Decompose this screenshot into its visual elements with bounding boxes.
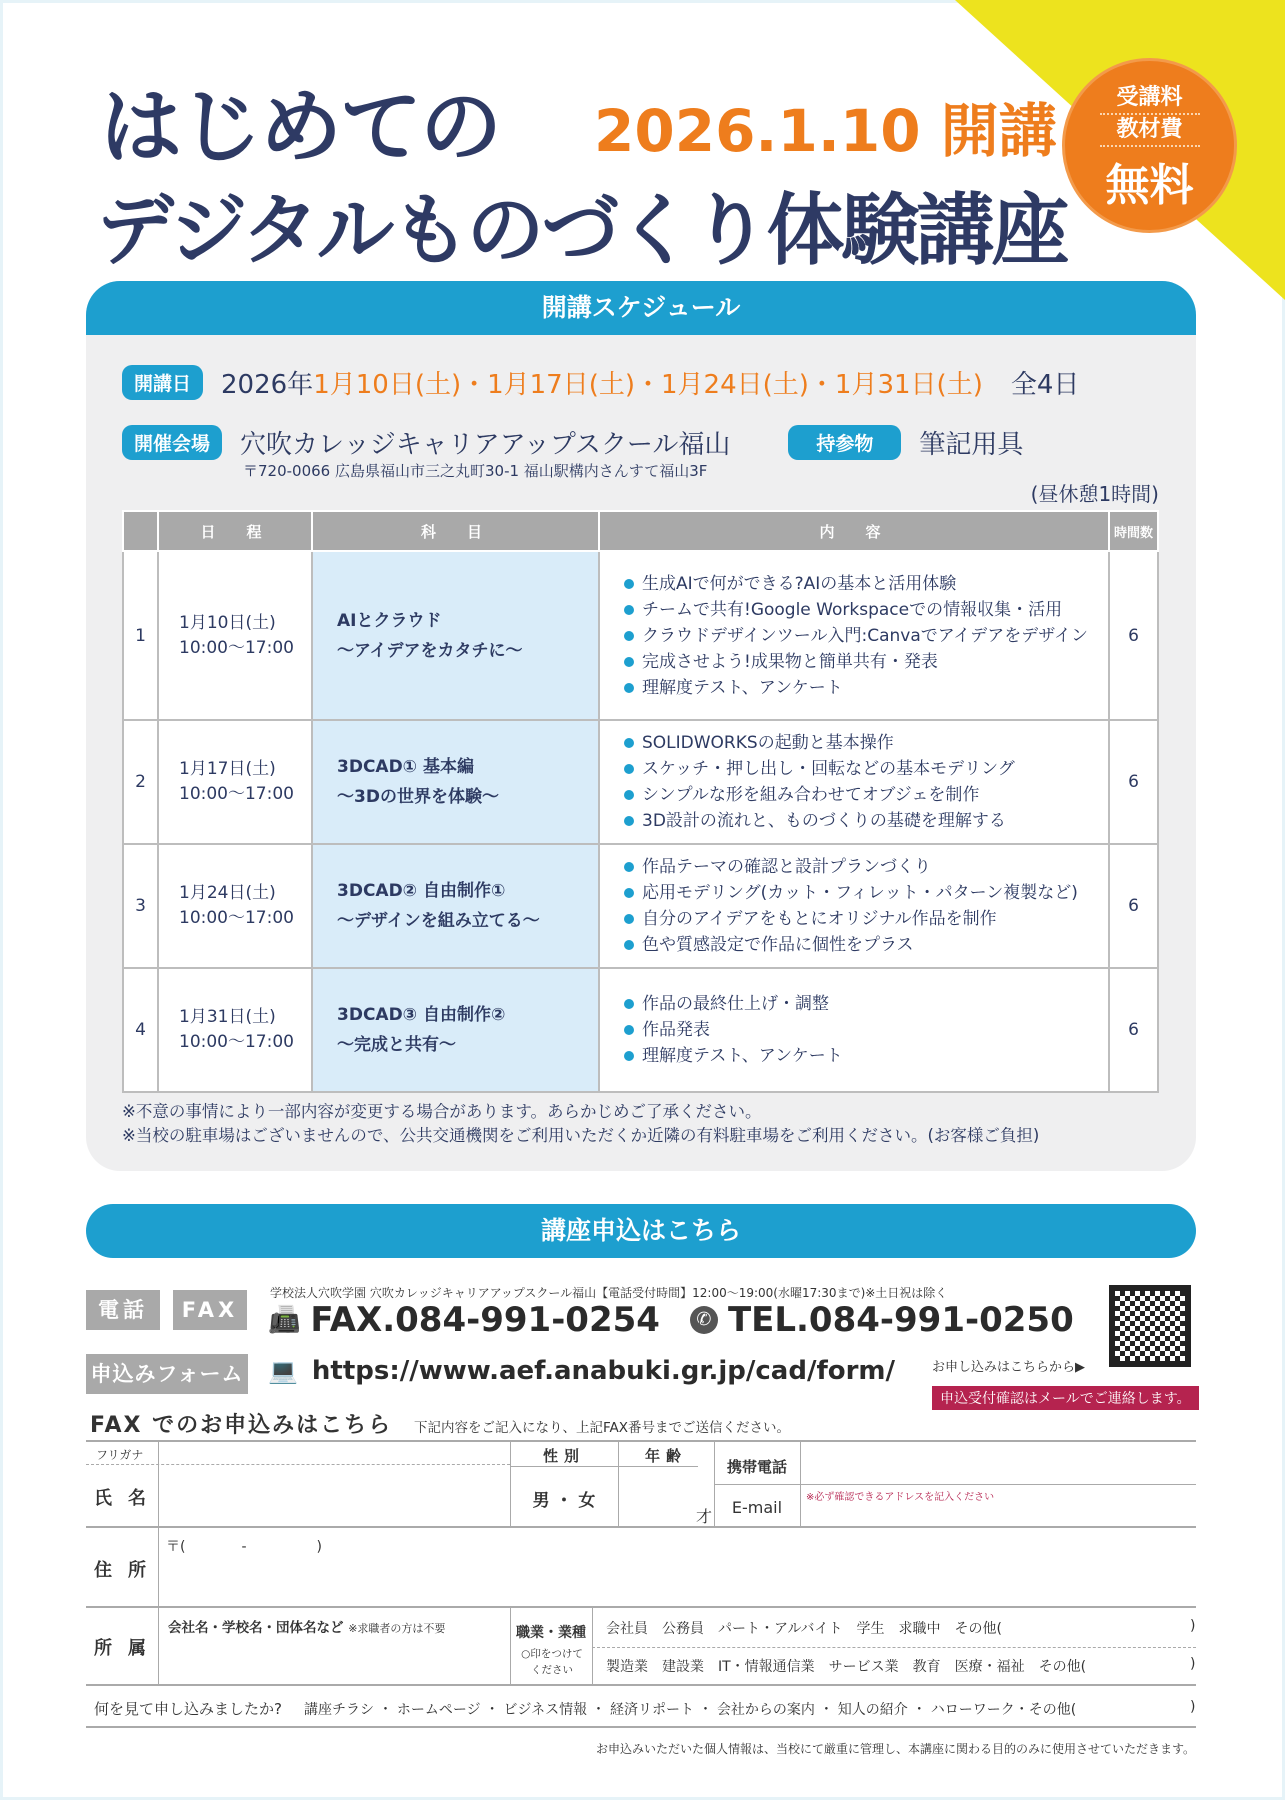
date-cell	[158, 551, 312, 720]
furigana-label: フリガナ	[96, 1448, 144, 1462]
hours: 6	[1109, 844, 1158, 968]
schedule-row	[123, 844, 1158, 968]
tel-number[interactable]: TEL.084-991-0250	[727, 1300, 1074, 1340]
content-cell	[599, 720, 1109, 844]
privacy-note: お申込みいただいた個人情報は、当校にて厳重に管理し、本講座に関わる目的のみに使用させていただきます。	[595, 1742, 1195, 1756]
time: 10:00〜17:00	[179, 908, 294, 928]
source-options[interactable]: 講座チラシ ・ ホームページ ・ ビジネス情報 ・ 経済リポート ・ 会社からの案内 ・ 知人の紹介 ・ ハローワーク・その他(	[304, 1702, 1077, 1718]
affiliation-hint	[168, 1616, 445, 1636]
content-item: クラウドデザインツール入門:Canvaでアイデアをデザイン	[624, 623, 1108, 649]
bring: 筆記用具	[919, 430, 1024, 460]
subject-title: AIとクラウド	[337, 610, 442, 631]
tel-label: 電話	[86, 1290, 160, 1330]
source-question: 何を見て申し込みましたか?	[94, 1700, 282, 1718]
form-url[interactable]: https://www.aef.anabuki.gr.jp/cad/form/	[311, 1356, 896, 1386]
job-options-2[interactable]: 製造業 建設業 IT・情報通信業 サービス業 教育 医療・福祉 その他(	[606, 1659, 1087, 1675]
email-label: E-mail	[731, 1498, 783, 1517]
phone-icon: ✆	[690, 1306, 718, 1334]
content-item: 理解度テスト、アンケート	[624, 1043, 1108, 1069]
note: ※当校の駐車場はございませんので、公共交通機関をご利用いただくか近隣の有料駐車場をご利用ください。(お客様ご負担)	[122, 1126, 1040, 1145]
schedule-table	[122, 510, 1159, 1093]
age-label: 年齢	[644, 1447, 687, 1465]
content-item: チームで共有!Google Workspaceでの情報収集・活用	[624, 597, 1108, 623]
dates: 1月10日(土)・1月17日(土)・1月24日(土)・1月31日(土)	[313, 370, 983, 400]
date: 1月31日(土)	[179, 1007, 276, 1027]
content-item: 作品テーマの確認と設計プランづくり	[624, 854, 1108, 880]
subject-cell	[312, 551, 599, 720]
row-number: 2	[123, 720, 158, 844]
apply-header-bar: 講座申込はこちら	[86, 1204, 1196, 1258]
job-options-1[interactable]: 会社員 公務員 パート・アルバイト 学生 求職中 その他(	[606, 1621, 1002, 1637]
col-no	[123, 511, 158, 551]
subject-subtitle: 〜デザインを組み立てる〜	[337, 911, 540, 931]
venue-label: 開催会場	[122, 425, 222, 460]
schedule-notes	[122, 1100, 1039, 1148]
fax-form-heading: FAX でのお申込みはこちら	[90, 1413, 393, 1438]
age-unit: 才	[696, 1507, 713, 1526]
badge-line3: 無料	[1105, 160, 1194, 211]
subject-cell	[312, 720, 599, 844]
content-item: 作品発表	[624, 1017, 1108, 1043]
subject-title: 3DCAD③ 自由制作②	[337, 1005, 506, 1025]
mobile-label: 携帯電話	[726, 1458, 787, 1476]
date: 1月24日(土)	[179, 883, 276, 903]
name-input[interactable]	[166, 1466, 506, 1524]
age-input[interactable]	[618, 1470, 708, 1526]
note: ※不意の事情により一部内容が変更する場合があります。あらかじめご了承ください。	[122, 1102, 762, 1121]
hours: 6	[1109, 968, 1158, 1092]
subject-subtitle: 〜3Dの世界を体験〜	[337, 787, 499, 807]
gender-options[interactable]: 男 ・ 女	[532, 1491, 596, 1511]
row-number: 4	[123, 968, 158, 1092]
bring-label: 持参物	[788, 425, 901, 460]
subject-subtitle: 〜完成と共有〜	[337, 1035, 456, 1055]
form-label: 申込みフォーム	[86, 1354, 248, 1394]
dates-row	[122, 364, 1079, 401]
subject-cell	[312, 844, 599, 968]
content-item: 自分のアイデアをもとにオリジナル作品を制作	[624, 906, 1108, 932]
schedule-row	[123, 720, 1158, 844]
fax-form	[86, 1440, 1196, 1728]
venue-row	[122, 424, 1023, 461]
fax-number[interactable]: FAX.084-991-0254	[310, 1300, 660, 1340]
affiliation-hint-text: 会社名・学校名・団体名など	[168, 1620, 344, 1636]
date: 1月17日(土)	[179, 759, 276, 779]
job-note: ○印をつけてください	[521, 1648, 583, 1676]
content-item: 応用モデリング(カット・フィレット・パターン複製など)	[624, 880, 1108, 906]
date-cell	[158, 844, 312, 968]
title-line1: はじめての	[100, 80, 501, 175]
affiliation-note: ※求職者の方は不要	[348, 1622, 446, 1635]
dates-label: 開講日	[122, 365, 203, 400]
address-input[interactable]	[166, 1558, 1186, 1604]
date-cell	[158, 968, 312, 1092]
hours: 6	[1109, 720, 1158, 844]
content-item: SOLIDWORKSの起動と基本操作	[624, 730, 1108, 756]
furigana-input[interactable]	[158, 1442, 510, 1464]
paren: )	[1190, 1699, 1196, 1715]
job-label: 職業・業種	[516, 1625, 586, 1641]
title-line2: デジタルものづくり体験講座	[96, 186, 1067, 276]
schedule-row	[123, 551, 1158, 720]
content-item: 3D設計の流れと、ものづくりの基礎を理解する	[624, 808, 1108, 834]
lunch-note: (昼休憩1時間)	[1030, 482, 1159, 506]
name-label: 氏名	[94, 1488, 162, 1509]
content-item: シンプルな形を組み合わせてオブジェを制作	[624, 782, 1108, 808]
date-cell	[158, 720, 312, 844]
time: 10:00〜17:00	[179, 1032, 294, 1052]
col-date: 日 程	[158, 511, 312, 551]
fax-form-sub: 下記内容をご記入になり、上記FAX番号までご送信ください。	[414, 1420, 791, 1436]
badge-line1: 受講料	[1116, 85, 1183, 110]
schedule-row	[123, 968, 1158, 1092]
col-hours: 時間数	[1109, 511, 1158, 551]
time: 10:00〜17:00	[179, 784, 294, 804]
content-cell	[599, 844, 1109, 968]
content-item: スケッチ・押し出し・回転などの基本モデリング	[624, 756, 1108, 782]
subject-cell	[312, 968, 599, 1092]
mobile-input[interactable]	[806, 1444, 1191, 1482]
hours: 6	[1109, 551, 1158, 720]
affiliation-label: 所属	[94, 1638, 162, 1659]
contact-info: 学校法人穴吹学園 穴吹カレッジキャリアアップスクール福山【電話受付時間】12:00〜19:00(水曜17:30まで)※土日祝は除く	[270, 1286, 948, 1300]
content-item: 作品の最終仕上げ・調整	[624, 991, 1108, 1017]
free-badge	[1062, 58, 1237, 233]
col-content: 内 容	[599, 511, 1109, 551]
paren: )	[1190, 1618, 1196, 1634]
gender-label: 性別	[542, 1447, 585, 1465]
fax-label: FAX	[173, 1290, 247, 1330]
venue-address: 〒720-0066 広島県福山市三之丸町30-1 福山駅構内さんすて福山3F	[243, 462, 708, 480]
time: 10:00〜17:00	[179, 637, 294, 658]
subject-title: 3DCAD① 基本編	[337, 757, 474, 777]
affiliation-input[interactable]	[166, 1638, 506, 1682]
contact-numbers	[268, 1300, 1074, 1340]
schedule-header-bar: 開講スケジュール	[86, 281, 1196, 335]
form-url-row	[268, 1356, 895, 1386]
row-number: 3	[123, 844, 158, 968]
confirm-notice: 申込受付確認はメールでご連絡します。	[932, 1386, 1199, 1410]
address-label: 住所	[94, 1560, 162, 1581]
subject-title: 3DCAD② 自由制作①	[337, 881, 506, 901]
venue: 穴吹カレッジキャリアアップスクール福山	[240, 430, 731, 460]
email-note: ※必ず確認できるアドレスを記入ください	[806, 1492, 995, 1503]
content-item: 完成させよう!成果物と簡単共有・発表	[624, 649, 1108, 675]
start-date: 2026.1.10 開講	[594, 97, 1057, 165]
total-days: 全4日	[1010, 370, 1080, 400]
laptop-icon: 💻	[268, 1357, 298, 1385]
subject-subtitle: 〜アイデアをカタチに〜	[337, 640, 523, 661]
qr-code[interactable]	[1109, 1285, 1191, 1367]
content-item: 生成AIで何ができる?AIの基本と活用体験	[624, 571, 1108, 597]
badge-line2: 教材費	[1116, 117, 1183, 142]
year: 2026年	[221, 370, 314, 400]
content-cell	[599, 551, 1109, 720]
qr-label: お申し込みはこちらから▶	[932, 1360, 1085, 1375]
date: 1月10日(土)	[179, 612, 276, 633]
content-item: 色や質感設定で作品に個性をプラス	[624, 932, 1108, 958]
postal-code-field[interactable]: 〒( - )	[166, 1539, 322, 1555]
col-subject: 科 目	[312, 511, 599, 551]
content-cell	[599, 968, 1109, 1092]
content-item: 理解度テスト、アンケート	[624, 675, 1108, 701]
fax-machine-icon: 📠	[268, 1305, 301, 1335]
paren: )	[1190, 1656, 1196, 1672]
row-number: 1	[123, 551, 158, 720]
